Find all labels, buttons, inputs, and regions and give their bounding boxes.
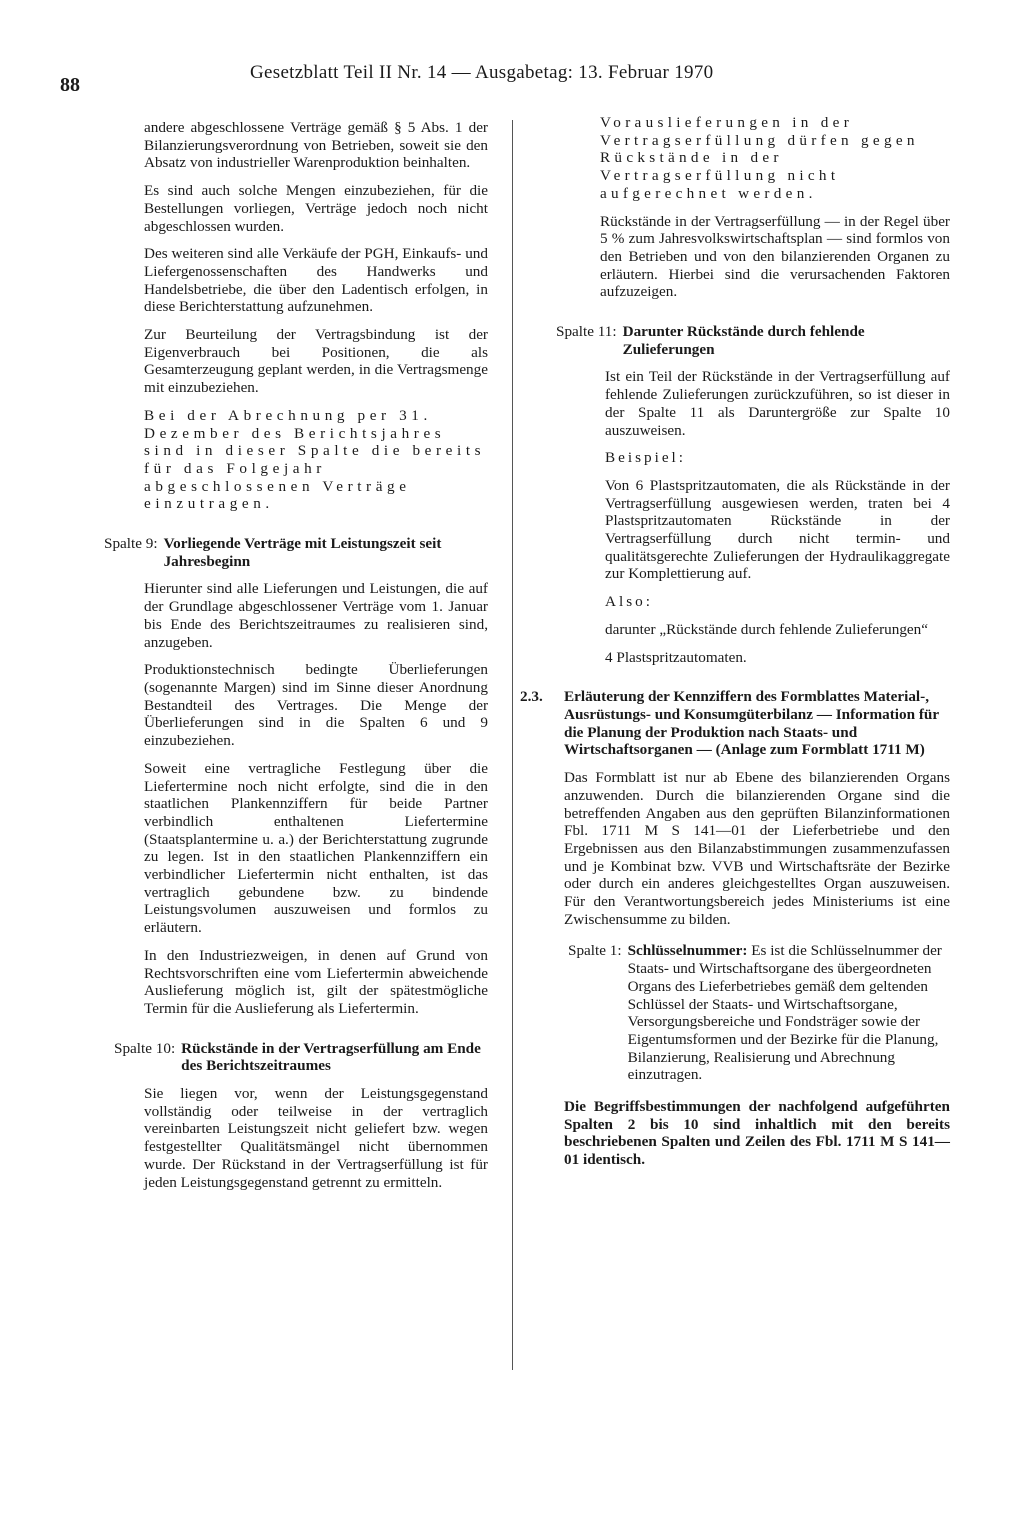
right-column	[520, 114, 950, 1179]
paragraph: Produktionstechnisch bedingte Überlieferungen (sogenannte Margen) sind im Sinne dieser Anordnung Bestandteil des Vertrages. Die Menge der Überlieferungen sind in die Spalten 6 und 9 einzubeziehen.	[144, 661, 488, 750]
paragraph: Bei der Abrechnung per 31. Dezember des Berichtsjahres sind in dieser Spalte die bereits für das Folgejahr abgeschlossenen Verträge einzutragen.	[144, 406, 486, 513]
section-title: Erläuterung der Kennziffern des Formblattes Material-, Ausrüstungs- und Konsumgüterbilanz — Information für die Planung der Produktion nach Staats- und Wirtschaftsorganen — (Anlage zum Formblatt 1711 M)	[564, 688, 939, 759]
column-divider	[512, 120, 513, 1370]
left-column	[104, 119, 488, 1201]
paragraph: Von 6 Plastspritzautomaten, die als Rückstände in der Vertragserfüllung ausgewiesen werden, traten bei 4 Plastspritzautomaten Rückstände in der Vertragserfüllung durch nicht termin- und qualitätsgerechte Zulieferungen der Hydraulikaggregate zur Komplettierung auf.	[605, 476, 950, 583]
running-header: Gesetzblatt Teil II Nr. 14 — Ausgabetag: 13. Februar 1970	[250, 62, 714, 83]
spalte-10-title: Rückstände in der Vertragserfüllung am Ende des Berichtszeitraumes	[181, 1039, 481, 1075]
spalte-1-title: Schlüsselnummer:	[627, 942, 748, 960]
spalte-11-label: Spalte 11:	[556, 323, 617, 341]
paragraph: 4 Plastspritzautomaten.	[605, 648, 747, 666]
spalte-11-title: Darunter Rückstände durch fehlende Zulieferungen	[622, 323, 865, 358]
paragraph: Ist ein Teil der Rückstände in der Vertragserfüllung auf fehlende Zulieferungen zurückzuführen, so ist dieser in der Spalte 11 als Daruntergröße zur Spalte 10 auszuweisen.	[605, 368, 950, 439]
spalte-9-label: Spalte 9:	[104, 535, 158, 553]
paragraph: Soweit eine vertragliche Festlegung über die Liefertermine noch nicht erfolgte, sind die in den staatlichen Plankennziffern für beide Partner verbindlich enthaltenen Liefertermine (Staatsplantermine u. a.) der Berichterstattung zugrunde zu legen. Ist in den staatlichen Plankennziffern ein verbindlicher Liefertermin nicht enthalten, ist das vertraglich gebundene bzw. zu bindende Leistungsvolumen auszuweisen und formlos zu erläutern.	[144, 759, 488, 937]
section-number: 2.3.	[520, 688, 543, 706]
paragraph: andere abgeschlossene Verträge gemäß § 5 Abs. 1 der Bilanzierungsverordnung von Betrieben, soweit sie den Absatz von industrieller Warenproduktion beinhalten.	[144, 119, 488, 172]
section-2-3-heading	[520, 688, 950, 759]
spalte-10-label: Spalte 10:	[114, 1039, 176, 1057]
paragraph: Vorauslieferungen in der Vertragserfüllung dürfen gegen Rückstände in der Vertragserfüllung nicht aufgerechnet werden.	[600, 114, 919, 202]
spalte-9-heading	[104, 535, 488, 570]
closing-paragraph: Die Begriffsbestimmungen der nachfolgend aufgeführten Spalten 2 bis 10 sind inhaltlich mit den bereits beschriebenen Spalten und Zeilen des Fbl. 1711 M S 141—01 identisch.	[564, 1098, 950, 1169]
paragraph: Des weiteren sind alle Verkäufe der PGH, Einkaufs- und Liefergenossenschaften des Handwerks und Handelsbetriebe, die über den Ladentisch erfolgen, in diese Berichterstattung aufzunehmen.	[144, 245, 488, 316]
paragraph: Hierunter sind alle Lieferungen und Leistungen, die auf der Grundlage abgeschlossener Verträge vom 1. Januar bis Ende des Berichtszeitraumes zu realisieren sind, anzugeben.	[144, 580, 488, 651]
spalte-1-label: Spalte 1:	[568, 942, 622, 960]
paragraph: Rückstände in der Vertragserfüllung — in der Regel über 5 % zum Jahresvolkswirtschaftsplan — sind formlos von den Betrieben und von den bilanzierenden Organen zu erläutern. Hierbei sind die verursachenden Faktoren aufzuzeigen.	[600, 212, 950, 301]
paragraph: In den Industriezweigen, in denen auf Grund von Rechtsvorschriften eine vom Liefertermin abweichende Auslieferung möglich ist, gilt der spätestmögliche Termin für die Auslieferung als Liefertermin.	[144, 946, 488, 1017]
spalte-1-body	[628, 942, 950, 1084]
spalte-10-heading	[104, 1040, 488, 1075]
spalte-1-text: Es ist die Schlüsselnummer der Staats- und Wirtschaftsorgane des übergeordneten Organs des Lieferbetriebes gemäß dem geltenden Schlüssel der Staats- und Wirtschaftsorgane, Versorgungsbereiche und Fondsträger sowie der Eigentumsformen und der Bezirke für die Planung, Bilanzierung, Realisierung und Abrechnung einzutragen.	[627, 942, 942, 1084]
paragraph: Das Formblatt ist nur ab Ebene des bilanzierenden Organs anzuwenden. Durch die bilanzierenden Organe sind die betreffenden Angaben aus den geprüften Bilanzinformationen Fbl. 1711 M S 141—01 der Lieferbetriebe und den Ergebnissen aus den Bilanzabstimmungen zusammenzufassen und je Kombinat bzw. VVB und Wirtschaftsräte der Bezirke oder durch ein anderes gleichgestelltes Organ auszuweisen. Für den Verantwortungsbereich jedes Ministeriums ist eine Zwischensumme zu bilden.	[564, 769, 950, 928]
spalte-1-heading	[520, 942, 950, 1084]
paragraph: darunter „Rückstände durch fehlende Zulieferungen“	[605, 620, 929, 638]
paragraph: Sie liegen vor, wenn der Leistungsgegenstand vollständig oder teilweise in der vertraglich vereinbarten Leistungszeit nicht geliefert bzw. wegen festgestellter Qualitätsmängel nicht übernommen wurde. Der Rückstand in der Vertragserfüllung ist für jeden Leistungsgegenstand getrennt zu ermitteln.	[144, 1085, 488, 1191]
spalte-9-title: Vorliegende Verträge mit Leistungszeit seit Jahresbeginn	[163, 535, 442, 570]
paragraph: Zur Beurteilung der Vertragsbindung ist der Eigenverbrauch bei Positionen, die als Gesamterzeugung geplant werden, in die Vertragsmenge mit einzubeziehen.	[144, 326, 488, 397]
beispiel-label: Beispiel:	[605, 449, 686, 467]
spalte-11-heading	[520, 323, 950, 358]
paragraph: Es sind auch solche Mengen einzubeziehen, für die Bestellungen vorliegen, Verträge jedoch noch nicht abgeschlossen wurden.	[144, 182, 488, 235]
page-number: 88	[60, 74, 80, 96]
also-label: Also:	[605, 593, 653, 611]
